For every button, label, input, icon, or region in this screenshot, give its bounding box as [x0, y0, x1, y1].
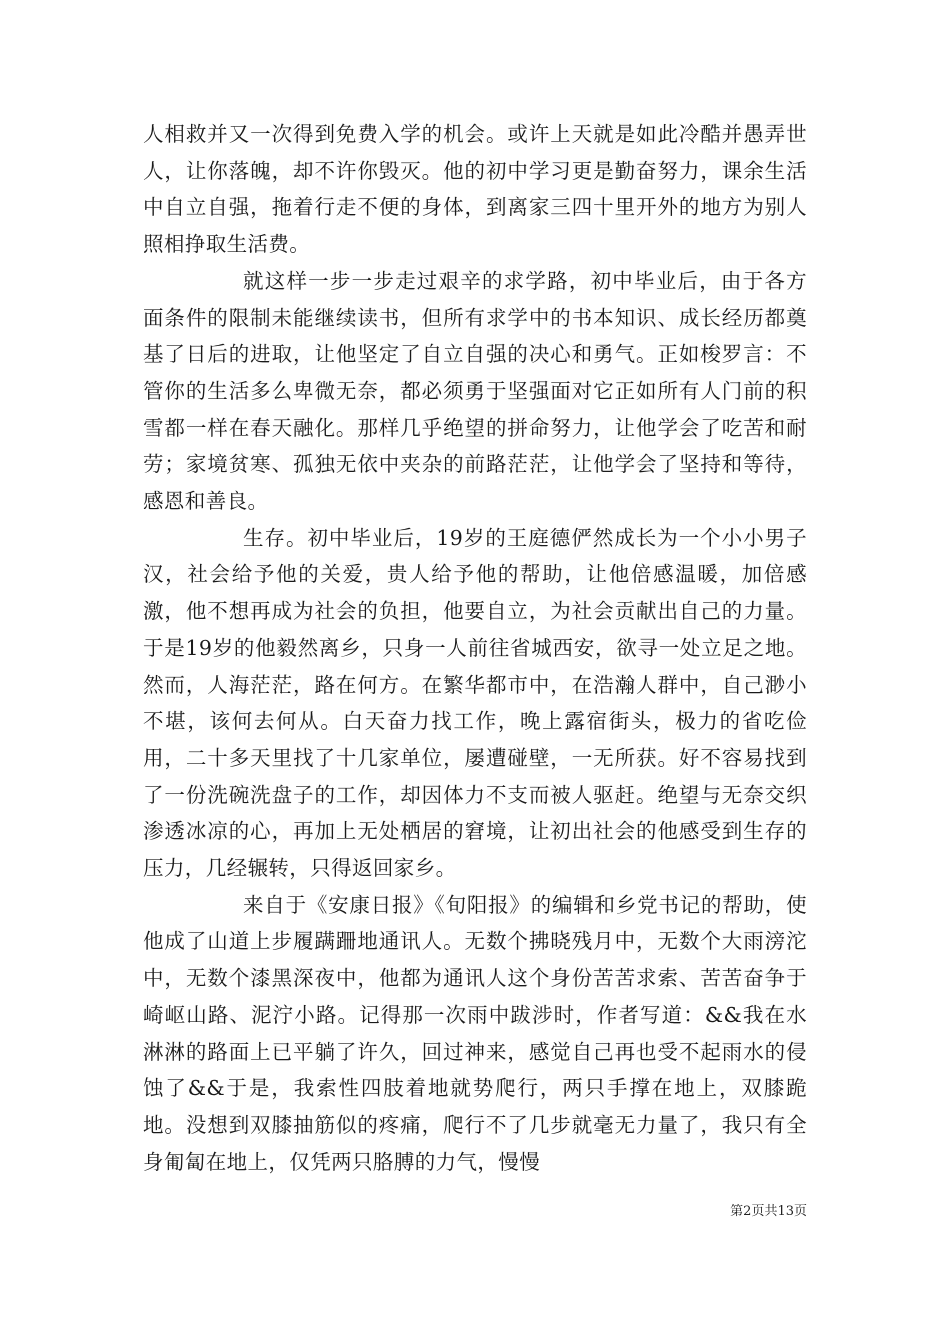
document-body [143, 116, 807, 1180]
paragraph-1: 人相救并又一次得到免费入学的机会。或许上天就是如此冷酷并愚弄世人，让你落魄，却不许你毁灭。他的初中学习更是勤奋努力，课余生活中自立自强，拖着行走不便的身体，到离家三四十里开外的地方为别人照相挣取生活费。 [143, 122, 807, 257]
paragraph-3: 生存。初中毕业后，19岁的王庭德俨然成长为一个小小男子汉，社会给予他的关爱，贵人给予他的帮助，让他倍感温暖，加倍感激，他不想再成为社会的负担，他要自立，为社会贡献出自己的力量。于是19岁的他毅然离乡，只身一人前往省城西安，欲寻一处立足之地。然而，人海茫茫，路在何方。在繁华都市中，在浩瀚人群中，自己渺小不堪，该何去何从。白天奋力找工作，晚上露宿街头，极力的省吃俭用，二十多天里找了十几家单位，屡遭碰壁，一无所获。好不容易找到了一份洗碗洗盘子的工作，却因体力不支而被人驱赶。绝望与无奈交织渗透冰凉的心，再加上无处栖居的窘境，让初出社会的他感受到生存的压力，几经辗转，只得返回家乡。 [143, 525, 807, 881]
paragraph-2: 就这样一步一步走过艰辛的求学路，初中毕业后，由于各方面条件的限制未能继续读书，但所有求学中的书本知识、成长经历都奠基了日后的进取，让他坚定了自立自强的决心和勇气。正如梭罗言：不管你的生活多么卑微无奈，都必须勇于坚强面对它正如所有人门前的积雪都一样在春天融化。那样几乎绝望的拼命努力，让他学会了吃苦和耐劳；家境贫寒、孤独无依中夹杂的前路茫茫，让他学会了坚持和等待，感恩和善良。 [143, 268, 807, 514]
paragraph-4: 来自于《安康日报》《旬阳报》的编辑和乡党书记的帮助，使他成了山道上步履蹒跚地通讯人。无数个拂晓残月中，无数个大雨滂沱中，无数个漆黑深夜中，他都为通讯人这个身份苦苦求索、苦苦奋争于崎岖山路、泥泞小路。记得那一次雨中跋涉时，作者写道：&&我在水淋淋的路面上已平躺了许久，回过神来，感觉自己再也受不起雨水的侵蚀了&&于是，我索性四肢着地就势爬行，两只手撑在地上，双膝跪地。没想到双膝抽筋似的疼痛，爬行不了几步就毫无力量了，我只有全身匍匐在地上，仅凭两只胳膊的力气，慢慢 [143, 892, 807, 1174]
page-number-footer: 第2页共13页 [730, 1204, 807, 1219]
